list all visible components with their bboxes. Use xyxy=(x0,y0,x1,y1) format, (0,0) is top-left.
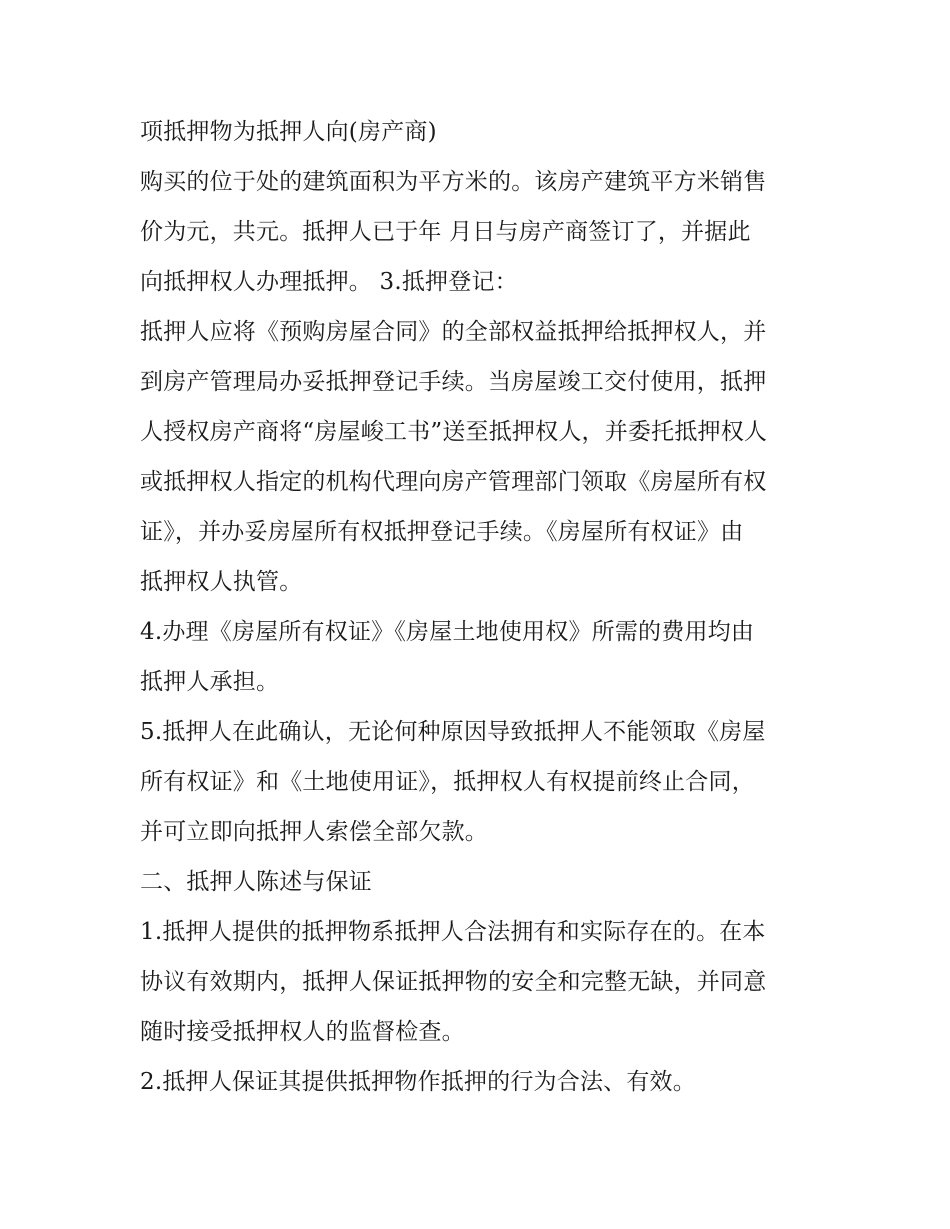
text-line: 或抵押权人指定的机构代理向房产管理部门领取《房屋所有权 xyxy=(140,469,767,495)
text-line: 4.办理《房屋所有权证》《房屋土地使用权》所需的费用均由 xyxy=(140,619,755,645)
text-line: 人授权房产商将“房屋峻工书”送至抵押权人，并委托抵押权人 xyxy=(140,419,768,445)
text-line: 项抵押物为抵押人向(房产商) xyxy=(140,119,437,145)
text-line: 所有权证》和《土地使用证》，抵押权人有权提前终止合同， xyxy=(140,769,755,795)
text-line: 协议有效期内，抵押人保证抵押物的安全和完整无缺，并同意 xyxy=(140,969,767,995)
text-line: 1.抵押人提供的抵押物系抵押人合法拥有和实际存在的。在本 xyxy=(140,919,766,945)
text-line: 向抵押权人办理抵押。 3.抵押登记： xyxy=(140,269,518,295)
text-line: 到房产管理局办妥抵押登记手续。当房屋竣工交付使用，抵押 xyxy=(140,369,767,395)
section-heading: 二、抵押人陈述与保证 xyxy=(140,869,372,895)
text-line: 5.抵押人在此确认，无论何种原因导致抵押人不能领取《房屋 xyxy=(140,719,766,745)
text-line: 购买的位于处的建筑面积为平方米的。该房产建筑平方米销售 xyxy=(140,169,767,195)
text-line: 并可立即向抵押人索偿全部欠款。 xyxy=(140,819,488,845)
text-line: 2.抵押人保证其提供抵押物作抵押的行为合法、有效。 xyxy=(140,1069,696,1095)
text-line: 抵押人承担。 xyxy=(140,669,280,695)
text-line: 随时接受抵押权人的监督检查。 xyxy=(140,1019,465,1045)
text-line: 价为元，共元。抵押人已于年 月日与房产商签订了，并据此 xyxy=(140,219,751,245)
text-line: 抵押人应将《预购房屋合同》的全部权益抵押给抵押权人，并 xyxy=(140,319,767,345)
text-line: 抵押权人执管。 xyxy=(140,569,303,595)
text-line: 证》，并办妥房屋所有权抵押登记手续。《房屋所有权证》由 xyxy=(140,519,744,545)
